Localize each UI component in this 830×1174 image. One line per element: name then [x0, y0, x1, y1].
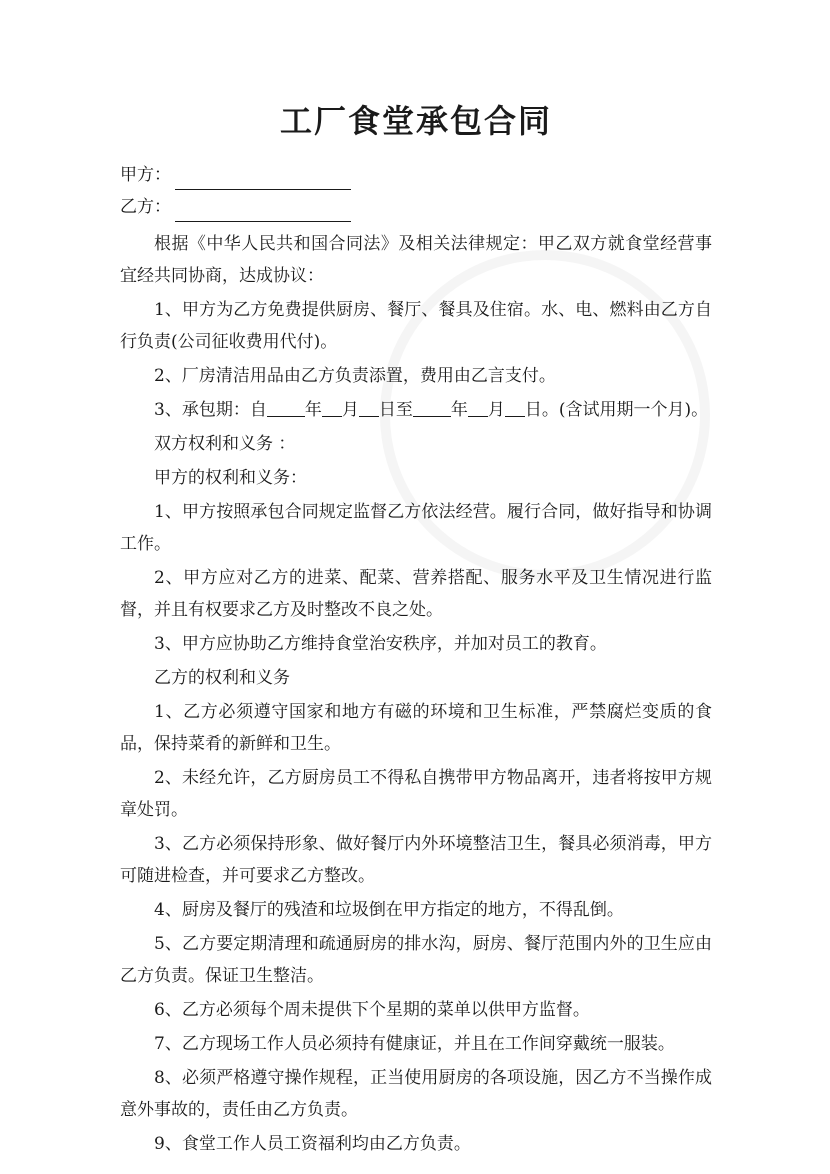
party-a-item: 2、甲方应对乙方的进菜、配菜、营养搭配、服务水平及卫生情况进行监督，并且有权要求乙方及时整改不良之处。	[120, 568, 712, 620]
party-b-rights-heading: 乙方的权利和义务	[154, 668, 290, 688]
rights-heading: 双方权利和义务 ：	[154, 434, 296, 454]
party-b-item: 8、必须严格遵守操作规程，正当使用厨房的各项设施，因乙方不当操作成意外事故的，责任由乙方负责。	[120, 1068, 712, 1120]
party-b-item: 7、乙方现场工作人员必须持有健康证，并且在工作间穿戴统一服装。	[154, 1034, 675, 1054]
party-b-line	[120, 192, 712, 222]
party-a-line	[120, 160, 712, 190]
intro-paragraph: 根据《中华人民共和国合同法》及相关法律规定：甲乙双方就食堂经营事宜经共同协商，达成协议：	[120, 234, 712, 286]
party-b-item: 5、乙方要定期清理和疏通厨房的排水沟，厨房、餐厅范围内外的卫生应由乙方负责。保证卫生整洁。	[120, 934, 712, 986]
party-a-item: 1、甲方按照承包合同规定监督乙方依法经营。履行合同，做好指导和协调工作。	[120, 502, 712, 554]
party-b-label: 乙方：	[120, 197, 171, 217]
party-a-rights-heading: 甲方的权利和义务：	[154, 468, 307, 488]
clause-2: 2、厂房清洁用品由乙方负责添置，费用由乙言支付。	[154, 366, 556, 386]
document-title: 工厂食堂承包合同	[279, 102, 552, 140]
party-a-label: 甲方：	[120, 165, 171, 185]
contract-page	[120, 96, 712, 1160]
party-b-item: 6、乙方必须每个周未提供下个星期的菜单以供甲方监督。	[154, 1000, 590, 1020]
clause-1: 1、甲方为乙方免费提供厨房、餐厅、餐具及住宿。水、电、燃料由乙方自行负责(公司征收费用代付)。	[120, 300, 712, 352]
clause-3-term: 3、承包期：自 年 月 日至 年 月 日。(含试用期一个月)。	[154, 400, 709, 420]
party-b-item: 3、乙方必须保持形象、做好餐厅内外环境整洁卫生，餐具必须消毒，甲方可随进检查，并可要求乙方整改。	[120, 834, 712, 886]
party-b-item: 4、厨房及餐厅的残渣和垃圾倒在甲方指定的地方，不得乱倒。	[154, 900, 624, 920]
party-b-item: 9、食堂工作人员工资福利均由乙方负责。	[154, 1134, 471, 1154]
party-b-item: 2、未经允许，乙方厨房员工不得私自携带甲方物品离开，违者将按甲方规章处罚。	[120, 768, 712, 820]
party-a-item: 3、甲方应协助乙方维持食堂治安秩序，并加对员工的教育。	[154, 634, 607, 654]
party-b-item: 1、乙方必须遵守国家和地方有磁的环境和卫生标准，严禁腐烂变质的食品，保持菜肴的新鲜和卫生。	[120, 702, 712, 754]
party-a-blank	[175, 169, 351, 190]
party-b-blank	[175, 201, 351, 222]
